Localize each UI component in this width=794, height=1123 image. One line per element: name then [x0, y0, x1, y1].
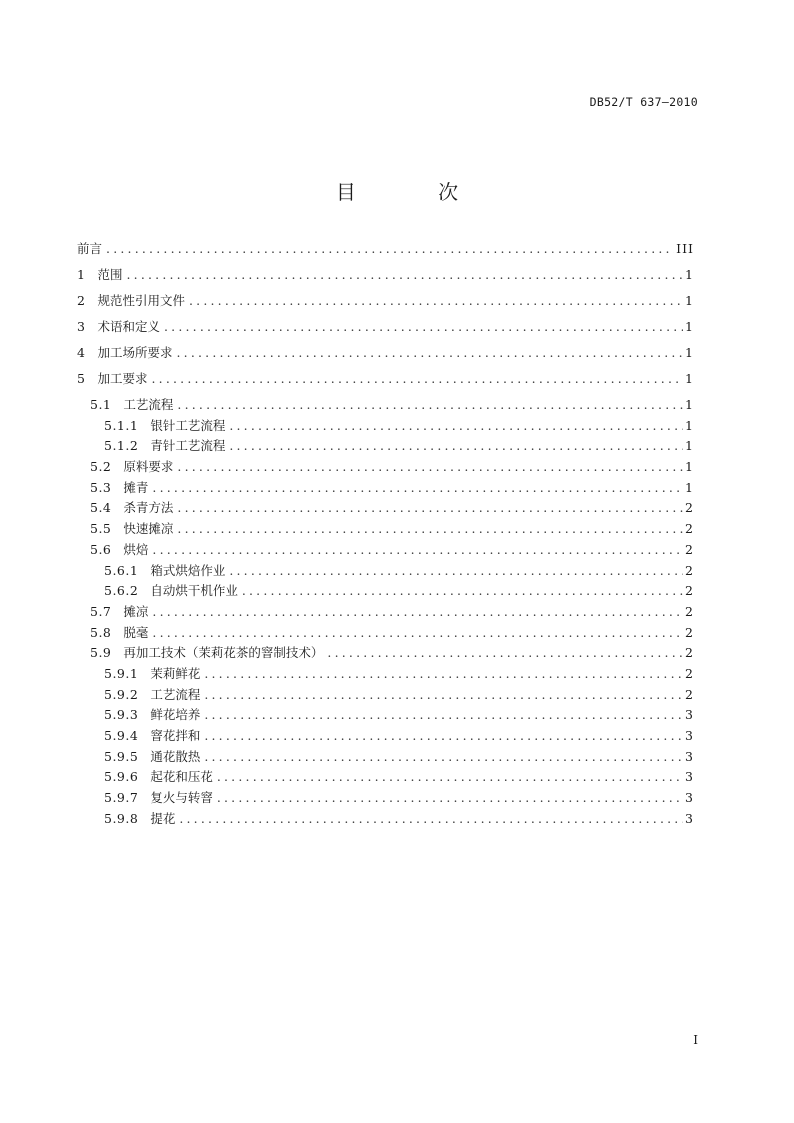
toc-entry-page: 2 [685, 665, 694, 681]
toc-dot-leader [152, 478, 683, 499]
toc-entry[interactable] [77, 498, 694, 519]
toc-entry-page: 1 [685, 438, 694, 454]
toc-entry-page: 1 [685, 267, 694, 282]
toc-entry-page: 2 [685, 583, 694, 599]
toc-dot-leader [177, 498, 683, 519]
document-code: DB52/T 637—2010 [589, 95, 698, 109]
toc-dot-leader [177, 457, 683, 478]
toc-entry-label: 杀青方法 [123, 500, 174, 516]
toc-entry-page: 1 [685, 293, 694, 308]
toc-entry[interactable] [77, 395, 694, 416]
toc-entry-page: 1 [685, 459, 694, 475]
page-number: I [693, 1033, 698, 1047]
toc-entry[interactable] [77, 436, 694, 457]
toc-title: 目 次 [335, 180, 497, 204]
toc-entry-label: 加工场所要求 [97, 345, 173, 360]
toc-entry[interactable] [77, 581, 694, 602]
toc-dot-leader [152, 540, 683, 561]
toc-entry-page: 2 [685, 521, 694, 537]
toc-entry-number: 2 [77, 293, 86, 308]
toc-entry-label: 自动烘干机作业 [150, 583, 238, 599]
toc-entry[interactable] [77, 747, 694, 768]
toc-entry-page: 1 [685, 345, 694, 360]
toc-entry[interactable] [77, 767, 694, 788]
toc-entry-label: 复火与转窨 [150, 790, 213, 806]
toc-entry-label: 工艺流程 [123, 397, 174, 412]
toc-entry-label: 快速摊凉 [123, 521, 174, 537]
toc-entry-label: 范围 [97, 267, 123, 282]
toc-entry[interactable] [77, 685, 694, 706]
toc-entry-number: 5.6.2 [104, 583, 139, 599]
toc-entry-number: 5.4 [90, 500, 112, 516]
toc-dot-leader [229, 416, 683, 437]
toc-entry[interactable] [77, 478, 694, 499]
toc-entry-number: 5.9.7 [104, 790, 139, 806]
toc-entry-label: 提花 [150, 810, 176, 826]
toc-dot-leader [229, 436, 683, 457]
toc-entry-page: 1 [685, 319, 694, 334]
toc-entry-number: 1 [77, 267, 86, 282]
toc-entry-page: 3 [685, 707, 694, 723]
toc-entry[interactable] [77, 664, 694, 685]
toc-entry-label: 加工要求 [97, 371, 148, 386]
toc-entry-page: 1 [685, 417, 694, 433]
toc-entry[interactable] [77, 602, 694, 623]
toc-entry-page: 2 [685, 624, 694, 640]
toc-entry-label: 术语和定义 [97, 319, 160, 334]
toc-entry[interactable] [77, 416, 694, 437]
toc-entry[interactable] [77, 457, 694, 478]
toc-entry-number: 5.9.3 [104, 707, 139, 723]
toc-entry-label: 起花和压花 [150, 769, 213, 785]
toc-entry-number: 5.8 [90, 624, 112, 640]
toc-entry-label: 再加工技术（茉莉花茶的窨制技术） [123, 645, 324, 661]
toc-entry[interactable] [77, 369, 694, 395]
toc-entry-label: 工艺流程 [150, 686, 201, 702]
toc-entry-page: 2 [685, 541, 694, 557]
toc-dot-leader [126, 265, 683, 285]
table-of-contents [77, 239, 694, 829]
toc-entry-number: 5.7 [90, 603, 112, 619]
toc-dot-leader [106, 239, 674, 259]
toc-entry-page: 2 [685, 686, 694, 702]
toc-dot-leader [177, 395, 683, 416]
toc-entry-number: 4 [77, 345, 86, 360]
toc-entry-page: 3 [685, 790, 694, 806]
toc-entry[interactable] [77, 809, 694, 830]
toc-entry-page: 2 [685, 562, 694, 578]
toc-entry-page: 1 [685, 371, 694, 386]
toc-entry-page: 2 [685, 603, 694, 619]
toc-entry-number: 5.2 [90, 459, 112, 475]
toc-entry[interactable] [77, 317, 694, 343]
toc-dot-leader [242, 581, 683, 602]
toc-entry-label: 青针工艺流程 [150, 438, 226, 454]
toc-dot-leader [327, 643, 683, 664]
toc-entry-number: 5.9.5 [104, 748, 139, 764]
toc-entry[interactable] [77, 239, 694, 265]
toc-entry[interactable] [77, 788, 694, 809]
toc-dot-leader [177, 519, 683, 540]
toc-dot-leader [151, 369, 683, 389]
toc-entry-number: 5.9.4 [104, 728, 139, 743]
toc-dot-leader [204, 685, 683, 706]
toc-entry-page: 2 [685, 500, 694, 516]
toc-entry-number: 5.1.2 [104, 438, 139, 454]
toc-entry[interactable] [77, 643, 694, 664]
toc-entry[interactable] [77, 623, 694, 644]
toc-entry-label: 摊青 [123, 479, 149, 495]
toc-entry[interactable] [77, 291, 694, 317]
toc-entry[interactable] [77, 265, 694, 291]
toc-dot-leader [152, 623, 683, 644]
toc-entry-page: 3 [685, 748, 694, 764]
toc-dot-leader [204, 664, 683, 685]
toc-entry[interactable] [77, 343, 694, 369]
toc-entry-label: 原料要求 [123, 459, 174, 475]
toc-entry[interactable] [77, 705, 694, 726]
toc-dot-leader [179, 809, 683, 830]
toc-dot-leader [164, 317, 683, 337]
toc-dot-leader [204, 726, 683, 747]
toc-entry-number: 5.9.1 [104, 665, 139, 681]
toc-entry-number: 5.1 [90, 397, 112, 412]
toc-entry[interactable] [77, 540, 694, 561]
toc-entry-page: 1 [685, 397, 694, 412]
toc-entry-page: 1 [685, 479, 694, 495]
toc-entry-label: 银针工艺流程 [150, 417, 226, 433]
toc-dot-leader [217, 767, 683, 788]
toc-entry-page: 3 [685, 728, 694, 743]
toc-entry-number: 5.9 [90, 645, 112, 661]
toc-entry-page: 3 [685, 769, 694, 785]
toc-dot-leader [204, 705, 683, 726]
toc-dot-leader [229, 561, 683, 582]
toc-entry-page: III [676, 241, 694, 256]
toc-dot-leader [204, 747, 683, 768]
toc-entry-label: 窨花拌和 [150, 728, 201, 743]
toc-entry-number: 5.9.6 [104, 769, 139, 785]
toc-entry-label: 通花散热 [150, 748, 201, 764]
toc-entry-label: 茉莉鲜花 [150, 665, 201, 681]
toc-entry-label: 脱毫 [123, 624, 149, 640]
toc-entry-number: 5.3 [90, 479, 112, 495]
toc-entry-number: 5.6 [90, 541, 112, 557]
toc-entry-label: 前言 [77, 241, 103, 256]
toc-entry-number: 5.1.1 [104, 417, 139, 433]
toc-entry-number: 5.9.2 [104, 686, 139, 702]
toc-entry[interactable] [77, 519, 694, 540]
toc-entry-label: 烘焙 [123, 541, 149, 557]
toc-entry-number: 5.6.1 [104, 562, 139, 578]
toc-entry[interactable] [77, 726, 694, 747]
toc-entry[interactable] [77, 561, 694, 582]
toc-entry-number: 3 [77, 319, 86, 334]
toc-entry-label: 鲜花培养 [150, 707, 201, 723]
toc-dot-leader [217, 788, 683, 809]
toc-entry-page: 2 [685, 645, 694, 661]
toc-dot-leader [189, 291, 683, 311]
toc-entry-number: 5 [77, 371, 86, 386]
toc-dot-leader [152, 602, 683, 623]
toc-entry-number: 5.5 [90, 521, 112, 537]
toc-entry-label: 规范性引用文件 [97, 293, 185, 308]
toc-entry-page: 3 [685, 810, 694, 826]
toc-entry-number: 5.9.8 [104, 810, 139, 826]
toc-entry-label: 摊凉 [123, 603, 149, 619]
toc-dot-leader [176, 343, 683, 363]
toc-entry-label: 箱式烘焙作业 [150, 562, 226, 578]
